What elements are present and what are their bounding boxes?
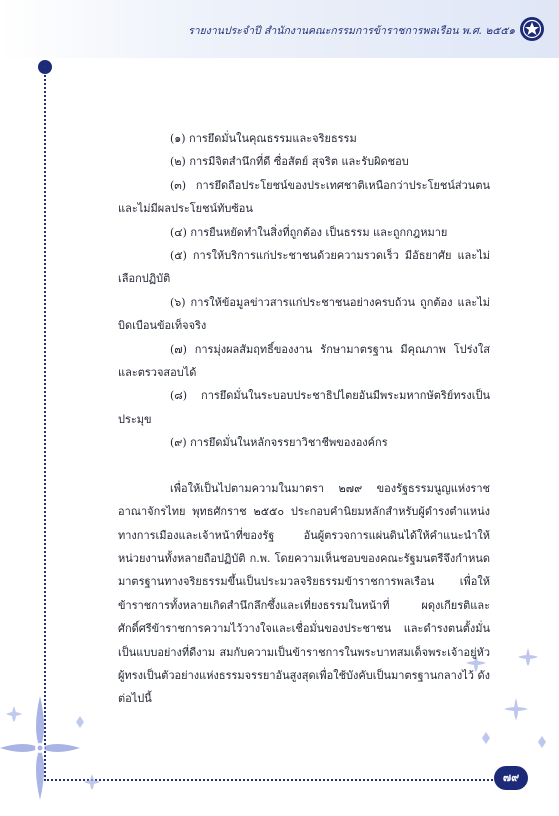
page-number: ๗๙ bbox=[494, 766, 528, 790]
list-item: (๓) การยึดถือประโยชน์ของประเทศชาติเหนือกว่าประโยชน์ส่วนตนและไม่มีผลประโยชน์ทับซ้อน bbox=[118, 178, 490, 216]
paragraph-gap bbox=[118, 455, 490, 477]
main-content bbox=[118, 127, 490, 711]
report-header-title: รายงานประจำปี สำนักงานคณะกรรมการข้าราชการพลเรือน พ.ศ. ๒๕๕๑ bbox=[188, 25, 515, 37]
list-item: (๑) การยึดมั่นในคุณธรรมและจริยธรรม bbox=[170, 132, 357, 145]
list-item: (๙) การยึดมั่นในหลักจรรยาวิชาชีพขององค์กร bbox=[170, 436, 388, 450]
flower-ornament-icon bbox=[0, 686, 118, 806]
list-item: (๔) การยืนหยัดทำในสิ่งที่ถูกต้อง เป็นธรรม และถูกกฎหมาย bbox=[170, 225, 448, 239]
list-item: (๕) การให้บริการแก่ประชาชนด้วยความรวดเร็ว มีอัธยาศัย และไม่เลือกปฏิบัติ bbox=[118, 249, 490, 286]
body-paragraph: เพื่อให้เป็นไปตามความในมาตรา ๒๗๙ ของรัฐธรรมนูญแห่งราชอาณาจักรไทย พุทธศักราช ๒๕๕๐ ประกอบคำนิยมหลักสำหรับผู้ดำรงตำแหน่งทางการเมืองและเจ้าหน้าที่ของรัฐ อันผู้ตรวจการแผ่นดินได้ให้คำแนะนำให้หน่วยงานทั้งหลายถือปฏิบัติ ก.พ. โดยความเห็นชอบของคณะรัฐมนตรีจึงกำหนดมาตรฐานทางจริยธรรมขึ้นเป็นประมวลจริยธรรมข้าราชการพลเรือน เพื่อให้ข้าราชการทั้งหลายเกิดสำนึกลึกซึ้งและเที่ยงธรรมในหน้าที่ ผดุงเกียรติและศักดิ์ศรีข้าราชการความไว้วางใจและเชื่อมั่นของประชาชน และดำรงตนตั้งมั่นเป็นแบบอย่างที่ดีงาม สมกับความเป็นข้าราชการในพระบาทสมเด็จพระเจ้าอยู่หัว ผู้ทรงเป็นตัวอย่างแห่งธรรมจรรยาอันสูงสุดเพื่อใช้บังคับเป็นมาตรฐานกลางไว้ ดังต่อไปนี้ bbox=[118, 481, 490, 706]
list-item: (๖) การให้ข้อมูลข่าวสารแก่ประชาชนอย่างครบถ้วน ถูกต้อง และไม่บิดเบือนข้อเท็จจริง bbox=[118, 295, 490, 333]
list-item: (๒) การมีจิตสำนึกที่ดี ซื่อสัตย์ สุจริต และรับผิดชอบ bbox=[170, 155, 409, 169]
list-item: (๗) การมุ่งผลสัมฤทธิ์ของงาน รักษามาตรฐาน มีคุณภาพ โปร่งใส และตรวจสอบได้ bbox=[118, 342, 490, 380]
list-item: (๘) การยึดมั่นในระบอบประชาธิปไตยอันมีพระมหากษัตริย์ทรงเป็นประมุข bbox=[118, 389, 490, 426]
emblem-seal-icon bbox=[519, 16, 545, 42]
dotted-spine-line bbox=[44, 66, 46, 781]
